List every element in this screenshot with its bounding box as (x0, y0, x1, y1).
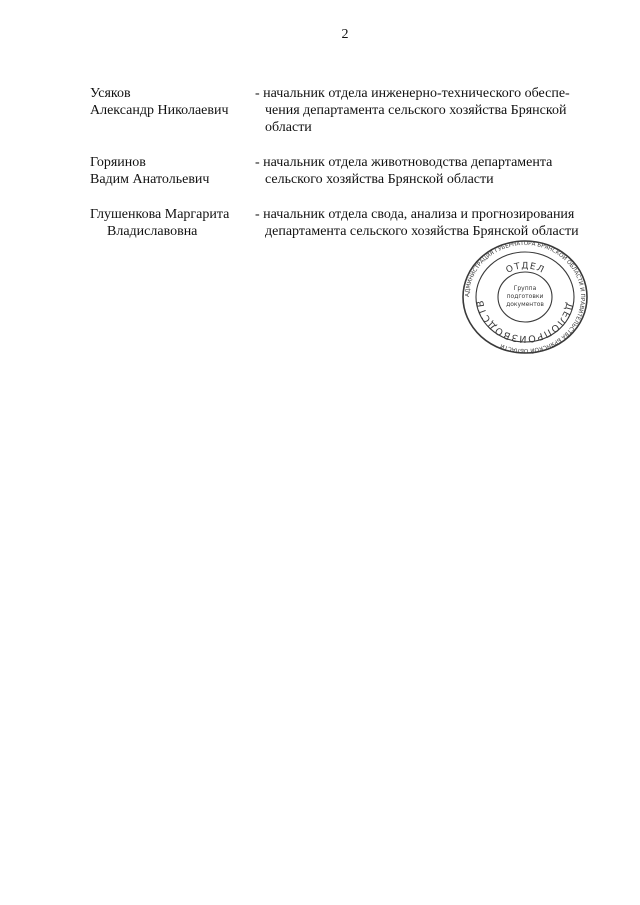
entry-name (90, 206, 260, 240)
entry-position-line: области (265, 120, 312, 135)
stamp-center-line: подготовки (506, 293, 544, 300)
entry-name (90, 85, 260, 119)
entry-position-line: чения департамента сельского хозяйства Брянской (265, 103, 567, 118)
entry-position (255, 206, 600, 240)
stamp-graphic (460, 240, 590, 355)
stamp-ring-text: ДЕЛОПРОИЗВОДСТВ (474, 298, 575, 345)
entry-position (255, 154, 600, 188)
page-number: 2 (341, 27, 349, 42)
stamp-center-line: документов (506, 301, 544, 308)
entry-position-line: - начальник отдела животноводства департамента (255, 155, 553, 170)
entry-given-names: Александр Николаевич (90, 103, 229, 118)
stamp-outer-text: АДМИНИСТРАЦИЯ ГУБЕРНАТОРА БРЯНСКОЙ ОБЛАСТИ И ПРАВИТЕЛЬСТВА БРЯНСКОЙ ОБЛАСТИ (464, 240, 586, 354)
entry-name (90, 154, 260, 188)
entry-surname: Усяков (90, 86, 131, 101)
entry-given-names: Владиславовна (107, 224, 198, 239)
stamp-center-line: Группа (513, 285, 537, 292)
entry-surname: Горяинов (90, 155, 146, 170)
stamp-top-text: ОТДЕЛ (504, 261, 547, 277)
entry-given-names: Вадим Анатольевич (90, 172, 210, 187)
entry-position-line: - начальник отдела инженерно-технического обеспе- (255, 86, 570, 101)
entry-position (255, 85, 600, 136)
entry-position-line: - начальник отдела свода, анализа и прогнозирования (255, 207, 575, 222)
office-stamp (460, 240, 590, 355)
entry-surname: Глушенкова Маргарита (90, 207, 230, 222)
entry-position-line: департамента сельского хозяйства Брянской области (265, 224, 579, 239)
entry-position-line: сельского хозяйства Брянской области (265, 172, 494, 187)
